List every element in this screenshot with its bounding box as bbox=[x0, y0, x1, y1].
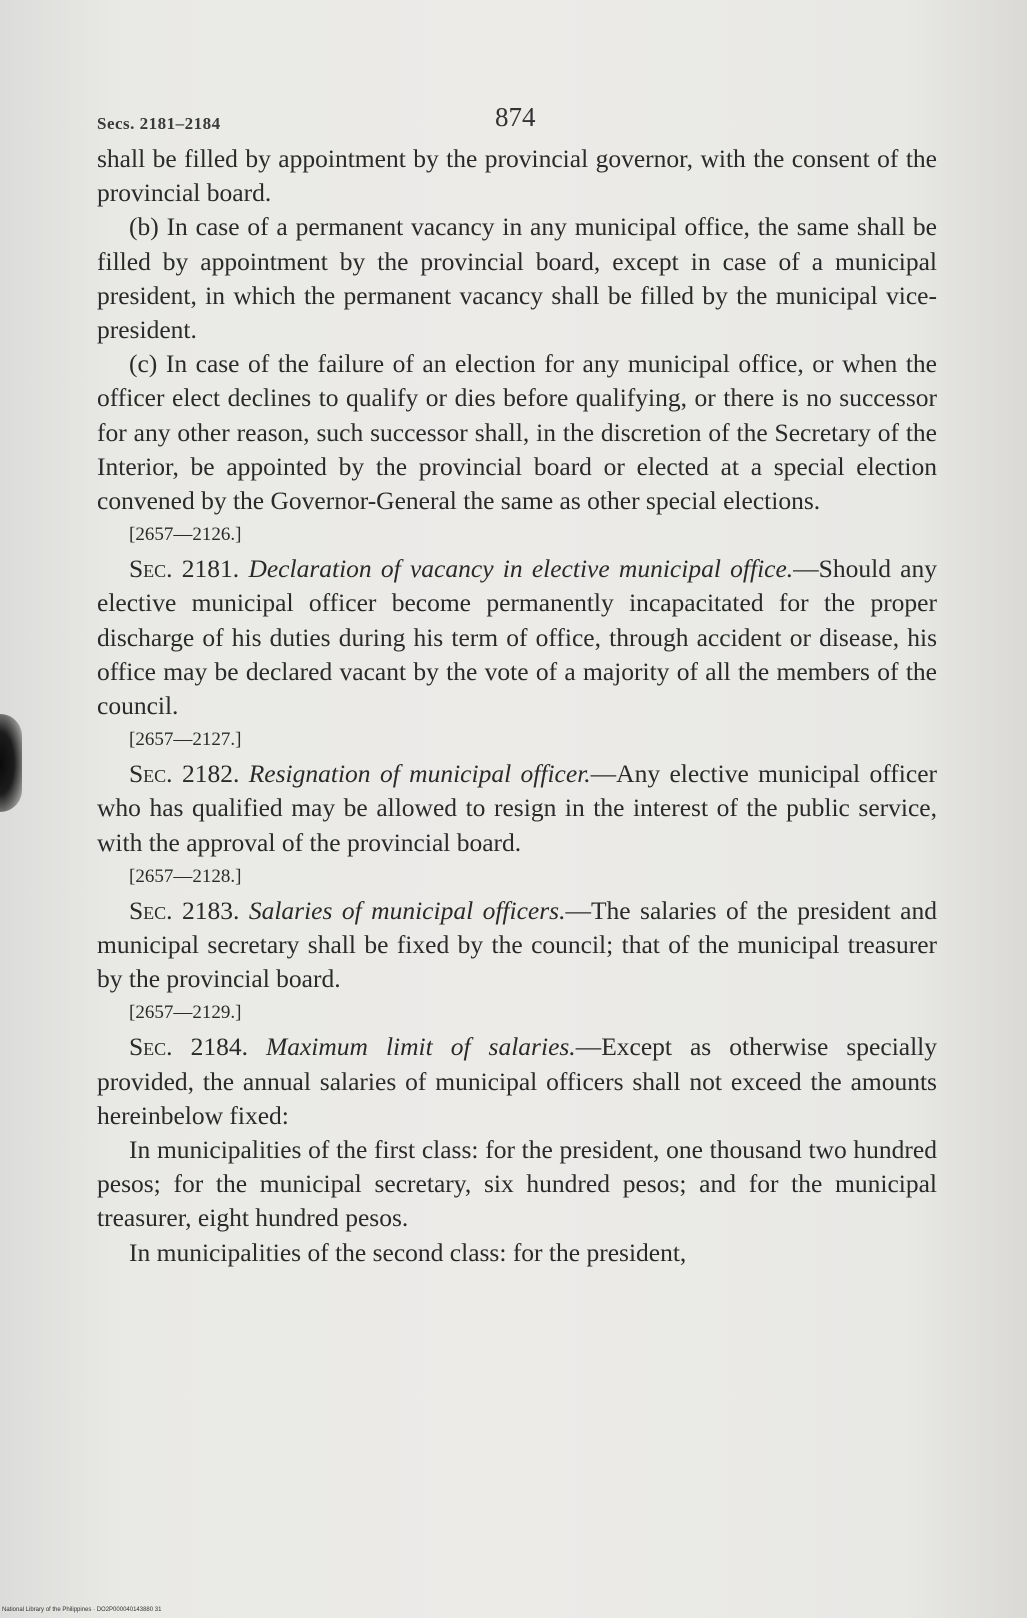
section-2183 bbox=[97, 894, 937, 997]
reference-2128: [2657—2128.] bbox=[129, 865, 242, 887]
binding-shadow bbox=[0, 714, 22, 812]
section-2181 bbox=[97, 552, 937, 723]
section-2183-caption: Salaries of municipal officers. bbox=[248, 895, 566, 925]
paragraph-c: (c) In case of the failure of an election for any municipal office, or when the officer elect declines to qualify or dies before qualifying, or there is no successor for any other reason, such successor shall, in the discretion of the Secretary of the Interior, be appointed by the provincial board or elected at a special election convened by the Governor-General the same as other special elections. bbox=[97, 349, 937, 516]
document-page bbox=[97, 100, 937, 1270]
section-2181-number: Sec. 2181. bbox=[129, 554, 240, 584]
section-2184-text: —Except as otherwise specially provided, the annual salaries of municipal officers shall not exceed the amounts hereinbelow fixed: bbox=[97, 1032, 938, 1130]
section-2183-number: Sec. 2183. bbox=[129, 895, 240, 925]
section-2182-number: Sec. 2182. bbox=[129, 759, 240, 789]
section-2182 bbox=[97, 757, 937, 860]
paragraph-first-class: In municipalities of the first class: for the president, one thousand two hundred pesos; for the municipal secretary, six hundred pesos; and for the municipal treasurer, eight hundred pesos. bbox=[97, 1135, 937, 1233]
section-2184 bbox=[97, 1030, 937, 1133]
reference-2127: [2657—2127.] bbox=[129, 729, 242, 751]
reference-2129: [2657—2129.] bbox=[129, 1002, 242, 1024]
paragraph-second-class: In municipalities of the second class: for the president, bbox=[129, 1237, 687, 1267]
section-2182-caption: Resignation of municipal officer. bbox=[248, 759, 591, 789]
paragraph-continuation: shall be filled by appointment by the provincial governor, with the consent of the provincial board. bbox=[97, 144, 937, 208]
section-2184-number: Sec. 2184. bbox=[129, 1032, 248, 1062]
section-2184-caption: Maximum limit of salaries. bbox=[265, 1032, 576, 1062]
paragraph-b: (b) In case of a permanent vacancy in any municipal office, the same shall be filled by appointment by the provincial board, except in case of a municipal president, in which the permanent vacancy shall be filled by the municipal vice-president. bbox=[97, 212, 937, 345]
section-range: Secs. 2181–2184 bbox=[97, 114, 221, 133]
section-2182-text: —Any elective municipal officer who has qualified may be allowed to resign in the interest of the public service, with the approval of the provincial board. bbox=[97, 759, 938, 857]
section-2181-caption: Declaration of vacancy in elective municipal office. bbox=[248, 554, 794, 584]
page-number: 874 bbox=[495, 102, 536, 132]
reference-2126: [2657—2126.] bbox=[129, 524, 242, 546]
section-2183-text: —The salaries of the president and municipal secretary shall be fixed by the council; that of the municipal treasurer by the provincial board. bbox=[97, 895, 938, 994]
running-header bbox=[97, 100, 937, 142]
source-footer: National Library of the Philippines · DO2P000040143880 31 bbox=[2, 1607, 162, 1613]
section-2181-text: —Should any elective municipal officer become permanently incapacitated for the proper discharge of his duties during his term of office, through accident or disease, his office may be declared vacant by the vote of a majority of all the members of the council. bbox=[97, 554, 937, 721]
